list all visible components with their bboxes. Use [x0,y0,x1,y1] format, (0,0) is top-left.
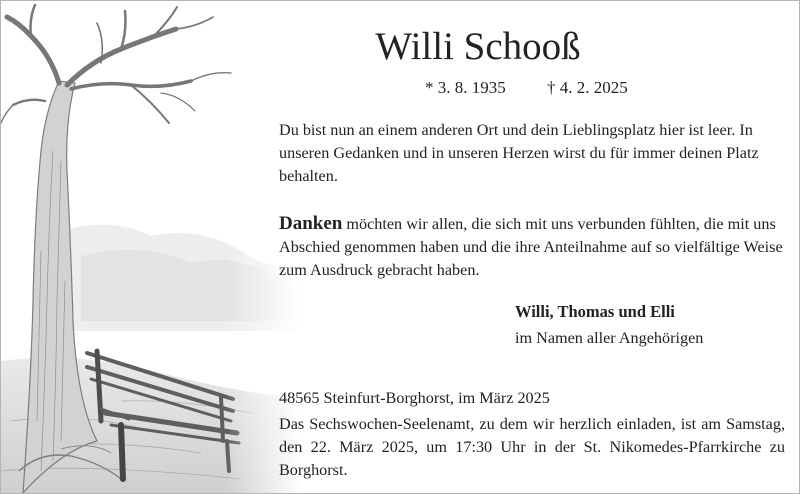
birth-date: * 3. 8. 1935 [425,78,506,97]
memorial-verse: Du bist nun an einem anderen Ort und dein Lieblingsplatz hier ist leer. In unseren Gedanken und in unseren Herzen wirst du für immer deinen Platz behalten. [279,121,759,185]
deceased-name: Willi Schooß [375,25,581,68]
death-date: † 4. 2. 2025 [547,78,628,97]
thanks-text: möchten wir allen, die sich mit uns verbunden fühlten, die mit uns Abschied genommen haben und die ihre Anteilnahme auf so vielfältige Weise zum Ausdruck gebracht haben. [279,215,783,279]
signer-subtitle: im Namen aller Angehörigen [515,329,704,347]
thanks-lead-word: Danken [279,213,343,234]
signer-names: Willi, Thomas und Elli [515,302,675,321]
tree-bench-illustration [1,1,301,493]
thanks-paragraph [279,212,791,282]
service-notice: Das Sechswochen-Seelenamt, zu dem wir herzlich einladen, ist am Samstag, den 22. März 2025, um 17:30 Uhr in der St. Nikomedes-Pfarrkirche zu Borghorst. [279,415,785,479]
place-and-date: 48565 Steinfurt-Borghorst, im März 2025 [279,389,550,407]
